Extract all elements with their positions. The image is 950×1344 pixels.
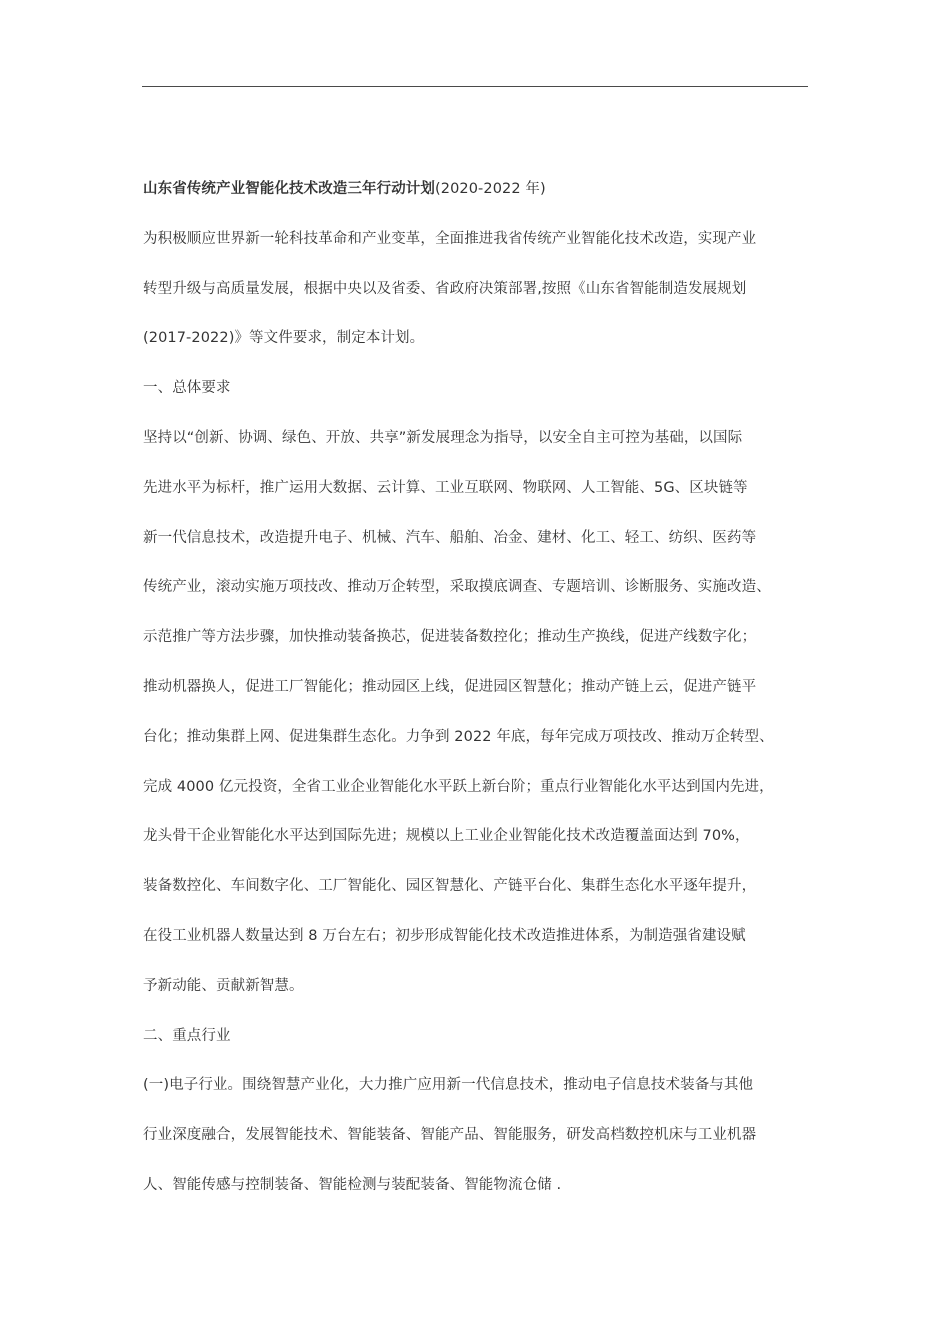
text-line: 在役工业机器人数量达到 8 万台左右；初步形成智能化技术改造推进体系，为制造强省建设赋 [143,927,746,944]
document-body [143,174,813,1220]
section-heading: 一、总体要求 [143,380,231,397]
title-year-range: (2020-2022 年) [435,181,546,197]
text-line: 人、智能传感与控制装备、智能检测与装配装备、智能物流仓储 . [143,1176,562,1193]
text-line: 装备数控化、车间数字化、工厂智能化、园区智慧化、产链平台化、集群生态化水平逐年提升， [143,878,757,895]
text-line: (2017-2022)》等文件要求，制定本计划。 [143,330,425,347]
text-line: 新一代信息技术，改造提升电子、机械、汽车、船舶、冶金、建材、化工、轻工、纺织、医药等 [143,529,757,546]
text-line: 示范推广等方法步骤，加快推动装备换芯，促进装备数控化；推动生产换线，促进产线数字化； [143,629,757,646]
document-title [143,174,813,224]
text-line: 为积极顺应世界新一轮科技革命和产业变革，全面推进我省传统产业智能化技术改造，实现产业 [143,230,757,247]
text-line: 先进水平为标杆，推广运用大数据、云计算、工业互联网、物联网、人工智能、5G、区块链等 [143,479,748,496]
text-line: 传统产业，滚动实施万项技改、推动万企转型，采取摸底调查、专题培训、诊断服务、实施改造、 [143,579,771,596]
text-line: 予新动能、贡献新智慧。 [143,977,304,994]
text-line: 完成 4000 亿元投资，全省工业企业智能化水平跃上新台阶；重点行业智能化水平达到国内先进， [143,778,774,795]
text-line: 转型升级与高质量发展，根据中央以及省委、省政府决策部署,按照《山东省智能制造发展规划 [143,280,747,297]
top-rule [142,86,808,87]
text-line: 推动机器换人，促进工厂智能化；推动园区上线，促进园区智慧化；推动产链上云，促进产链平 [143,678,757,695]
title-bold-text: 山东省传统产业智能化技术改造三年行动计划 [143,181,435,197]
text-line: 坚持以“创新、协调、绿色、开放、共享”新发展理念为指导，以安全自主可控为基础，以国际 [143,429,743,446]
section-heading: 二、重点行业 [143,1027,231,1044]
text-line: 行业深度融合，发展智能技术、智能装备、智能产品、智能服务，研发高档数控机床与工业机器 [143,1127,757,1144]
text-line: (一)电子行业。围绕智慧产业化，大力推广应用新一代信息技术，推动电子信息技术装备与其他 [143,1077,754,1094]
text-line: 台化；推动集群上网、促进集群生态化。力争到 2022 年底，每年完成万项技改、推动万企转型、 [143,728,774,745]
text-line: 龙头骨干企业智能化水平达到国际先进；规模以上工业企业智能化技术改造覆盖面达到 70%， [143,828,750,845]
